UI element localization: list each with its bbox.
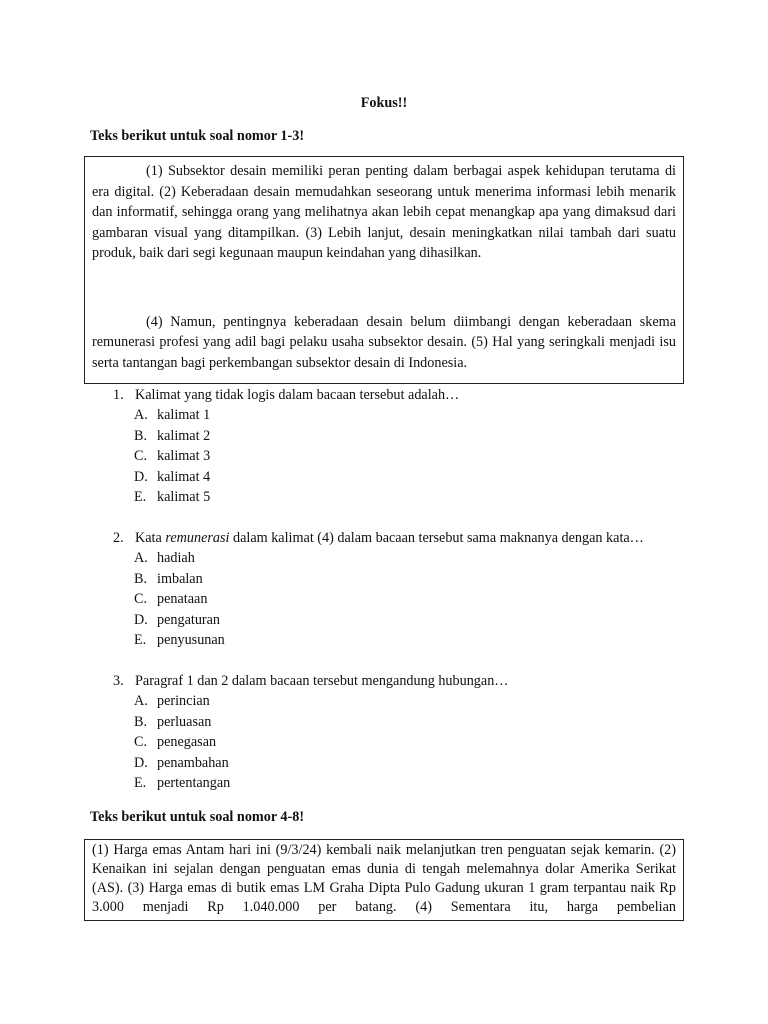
- option-letter: E.: [134, 489, 147, 505]
- passage-2-paragraph: (1) Harga emas Antam hari ini (9/3/24) kembali naik melanjutkan tren penguatan sejak kemarin. (2) Kenaikan ini sejalan dengan penguatan emas dunia di tengah melemahnya dolar Amerika Serikat (AS). (3) Harga emas di butik emas LM Graha Dipta Pulo Gadung ukuran 1 gram terpantau naik Rp 3.000 menjadi Rp 1.040.000 per batang. (4) Sementara itu, harga pembelian: [92, 842, 676, 915]
- question-stem: [113, 385, 693, 405]
- option-text: kalimat 5: [157, 489, 211, 505]
- option-text: kalimat 4: [157, 468, 211, 485]
- answer-option[interactable]: [113, 467, 693, 488]
- option-text: perincian: [157, 693, 210, 709]
- question-text: Kata remunerasi dalam kalimat (4) dalam bacaan tersebut sama maknanya dengan kata…: [135, 530, 644, 546]
- answer-options: [113, 691, 693, 794]
- page-title: Fokus!!: [360, 95, 408, 111]
- option-letter: D.: [134, 468, 148, 485]
- answer-option[interactable]: [113, 630, 693, 651]
- option-letter: D.: [134, 754, 148, 771]
- question-number: 3.: [113, 673, 124, 689]
- answer-option[interactable]: [113, 548, 693, 569]
- option-letter: D.: [134, 611, 148, 628]
- option-text: penyusunan: [157, 632, 225, 648]
- option-text: pertentangan: [157, 775, 231, 791]
- option-letter: A.: [134, 693, 148, 709]
- answer-options: [113, 405, 693, 508]
- question-1: [113, 385, 693, 508]
- option-text: penambahan: [157, 754, 229, 771]
- answer-option[interactable]: [113, 426, 693, 447]
- answer-option[interactable]: [113, 691, 693, 712]
- option-letter: B.: [134, 427, 148, 444]
- question-stem: [113, 528, 693, 548]
- question-text: Paragraf 1 dan 2 dalam bacaan tersebut mengandung hubungan…: [135, 673, 509, 689]
- option-text: penegasan: [157, 734, 217, 750]
- answer-option[interactable]: [113, 610, 693, 631]
- answer-option[interactable]: [113, 589, 693, 610]
- reading-passage-1: [84, 156, 684, 384]
- option-text: kalimat 2: [157, 427, 211, 444]
- question-2: [113, 528, 693, 651]
- option-letter: C.: [134, 734, 148, 750]
- option-text: perluasan: [157, 713, 212, 730]
- option-letter: B.: [134, 570, 148, 587]
- option-letter: C.: [134, 591, 148, 607]
- option-text: penataan: [157, 591, 208, 607]
- answer-option[interactable]: [113, 712, 693, 733]
- question-3: [113, 671, 693, 794]
- answer-option[interactable]: [113, 405, 693, 426]
- question-number: 1.: [113, 387, 124, 403]
- answer-option[interactable]: [113, 753, 693, 774]
- option-text: kalimat 1: [157, 407, 211, 423]
- answer-option[interactable]: [113, 773, 693, 794]
- option-letter: E.: [134, 632, 147, 648]
- answer-option[interactable]: [113, 487, 693, 508]
- option-text: imbalan: [157, 570, 203, 587]
- answer-option[interactable]: [113, 569, 693, 590]
- reading-passage-2: [84, 839, 684, 921]
- question-number: 2.: [113, 530, 124, 546]
- answer-option[interactable]: [113, 446, 693, 467]
- passage-1-paragraph-1: (1) Subsektor desain memiliki peran penting dalam berbagai aspek kehidupan terutama di era digital. (2) Keberadaan desain memudahkan seseorang untuk menerima informasi lebih menarik dan informatif, sehingga orang yang melihatnya akan lebih cepat menangkap apa yang dimaksud dari gambaran visual yang ditampilkan. (3) Lebih lanjut, desain meningkatkan nilai tambah dari suatu produk, baik dari segi kegunaan maupun keindahan yang dihasilkan.: [92, 163, 676, 261]
- option-text: pengaturan: [157, 611, 221, 628]
- option-letter: A.: [134, 407, 148, 423]
- option-letter: B.: [134, 713, 148, 730]
- section-heading-4-8: Teks berikut untuk soal nomor 4-8!: [90, 809, 305, 825]
- italic-term: remunerasi: [165, 530, 230, 546]
- option-letter: C.: [134, 448, 148, 464]
- question-text: Kalimat yang tidak logis dalam bacaan tersebut adalah…: [135, 387, 460, 403]
- question-stem: [113, 671, 693, 691]
- option-text: kalimat 3: [157, 448, 211, 464]
- option-letter: A.: [134, 550, 148, 566]
- answer-option[interactable]: [113, 732, 693, 753]
- section-heading-1-3: Teks berikut untuk soal nomor 1-3!: [90, 128, 305, 144]
- passage-1-paragraph-2: (4) Namun, pentingnya keberadaan desain belum diimbangi dengan keberadaan skema remunerasi profesi yang adil bagi pelaku usaha subsektor desain. (5) Hal yang seringkali menjadi isu serta tantangan bagi perkembangan subsektor desain di Indonesia.: [92, 313, 676, 371]
- option-letter: E.: [134, 775, 147, 791]
- option-text: hadiah: [157, 550, 195, 566]
- answer-options: [113, 548, 693, 651]
